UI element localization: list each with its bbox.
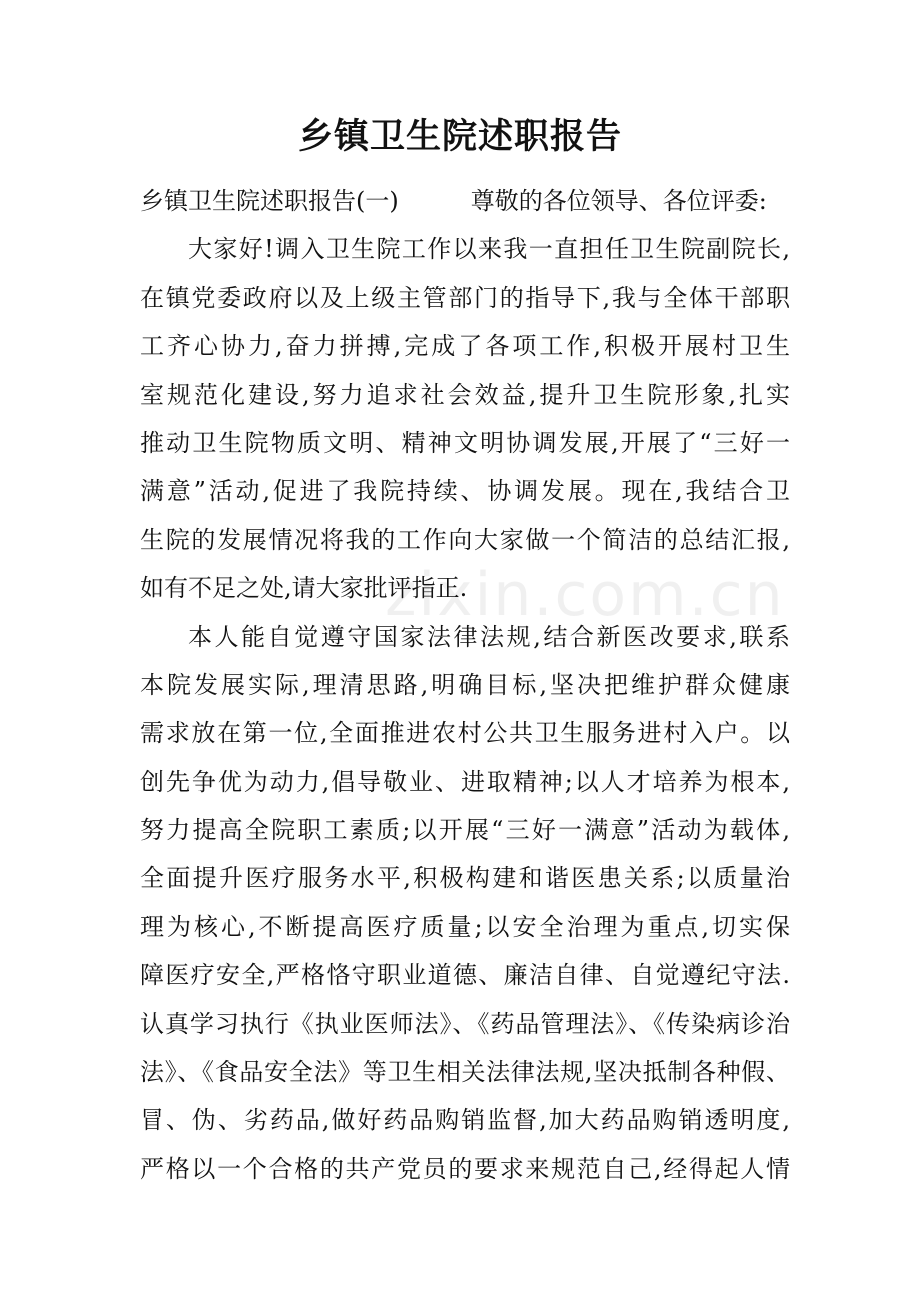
body-text-line: 全面提升医疗服务水平,积极构建和谐医患关系;以质量治 bbox=[140, 864, 790, 893]
document-title: 乡镇卫生院述职报告 bbox=[297, 116, 622, 157]
body-text-line: 障医疗安全,严格恪守职业道德、廉洁自律、自觉遵纪守法. bbox=[140, 961, 790, 990]
body-text-line: 法》、《食品安全法》等卫生相关法律法规,坚决抵制各种假、 bbox=[140, 1058, 790, 1087]
body-text-line: 工齐心协力,奋力拼搏,完成了各项工作,积极开展村卫生 bbox=[140, 332, 790, 361]
body-text-line: 认真学习执行《执业医师法》、《药品管理法》、《传染病诊治 bbox=[140, 1009, 790, 1038]
body-text-line: 需求放在第一位,全面推进农村公共卫生服务进村入户。以 bbox=[140, 719, 790, 748]
document-body bbox=[140, 177, 790, 1193]
body-text-line: 推动卫生院物质文明、精神文明协调发展,开展了“三好一 bbox=[140, 428, 790, 457]
body-text-line: 努力提高全院职工素质;以开展“三好一满意”活动为载体, bbox=[140, 816, 790, 845]
body-text-line: 满意”活动,促进了我院持续、协调发展。现在,我结合卫 bbox=[140, 477, 790, 506]
body-text-line: 严格以一个合格的共产党员的要求来规范自己,经得起人情 bbox=[140, 1154, 790, 1183]
body-text-line: 生院的发展情况将我的工作向大家做一个简洁的总结汇报, bbox=[140, 525, 790, 554]
watermark: zixin.com.cn bbox=[385, 560, 785, 630]
body-text-line: 本人能自觉遵守国家法律法规,结合新医改要求,联系 bbox=[188, 622, 790, 651]
body-text-line: 大家好!调入卫生院工作以来我一直担任卫生院副院长, bbox=[188, 235, 790, 264]
body-text-line: 乡镇卫生院述职报告(一) 尊敬的各位领导、各位评委: bbox=[140, 187, 767, 215]
body-text-line: 在镇党委政府以及上级主管部门的指导下,我与全体干部职 bbox=[140, 283, 790, 312]
body-text-line: 室规范化建设,努力追求社会效益,提升卫生院形象,扎实 bbox=[140, 380, 790, 409]
body-text-line: 冒、伪、劣药品,做好药品购销监督,加大药品购销透明度, bbox=[140, 1106, 790, 1135]
body-text-line: 创先争优为动力,倡导敬业、进取精神;以人才培养为根本, bbox=[140, 767, 790, 796]
body-text-line: 本院发展实际,理清思路,明确目标,坚决把维护群众健康 bbox=[140, 670, 790, 699]
body-text-line: 理为核心,不断提高医疗质量;以安全治理为重点,切实保 bbox=[140, 912, 790, 941]
body-text-line: 如有不足之处,请大家批评指正. bbox=[140, 574, 468, 603]
